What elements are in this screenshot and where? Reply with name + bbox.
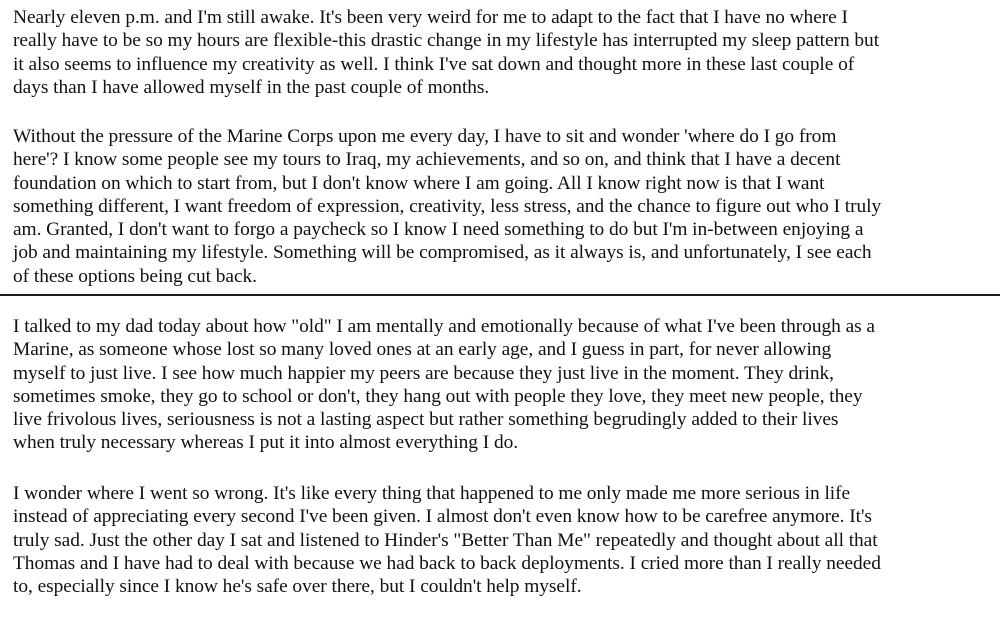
paragraph-4 [13,482,881,598]
text-line: I talked to my dad today about how "old" I am mentally and emotionally because of what I've been through as a [13,316,875,337]
page-break-divider [0,294,1000,296]
text-line: here'? I know some people see my tours to Iraq, my achievements, and so on, and think that I have a decent [13,149,841,171]
text-line: job and maintaining my lifestyle. Something will be compromised, as it always is, and unfortunately, I see each [13,242,872,264]
text-line: really have to be so my hours are flexible-this drastic change in my lifestyle has interrupted my sleep pattern but [13,30,880,52]
paragraph-1 [13,6,879,99]
text-line: foundation on which to start from, but I don't know where I am going. All I know right now is that I want [13,172,825,194]
text-line: Without the pressure of the Marine Corps upon me every day, I have to sit and wonder 'where do I go from [13,126,837,147]
text-line: something different, I want freedom of expression, creativity, less stress, and the chance to figure out who I truly [13,195,882,217]
paragraph-2 [13,125,881,288]
text-line: it also seems to influence my creativity as well. I think I've sat down and thought more in these last couple of [13,53,855,75]
text-line: I wonder where I went so wrong. It's like every thing that happened to me only made me more serious in life [13,483,851,504]
text-line: sometimes smoke, they go to school or don't, they hang out with people they love, they meet new people, they [13,385,863,407]
text-line: myself to just live. I see how much happier my peers are because they just live in the moment. They drink, [13,362,834,384]
text-line: am. Granted, I don't want to forgo a paycheck so I know I need something to do but I'm in-between enjoying a [13,219,864,241]
text-line: days than I have allowed myself in the past couple of months. [13,76,490,98]
text-line: when truly necessary whereas I put it into almost everything I do. [13,432,519,454]
text-line: of these options being cut back. [13,265,257,287]
text-line: truly sad. Just the other day I sat and listened to Hinder's "Better Than Me" repeatedly and thought about all that [13,529,878,551]
text-line: Nearly eleven p.m. and I'm still awake. It's been very weird for me to adapt to the fact that I have no where I [13,7,848,28]
text-line: instead of appreciating every second I've been given. I almost don't even know how to be carefree anymore. It's [13,506,872,528]
text-line: Thomas and I have had to deal with because we had back to back deployments. I cried more than I really needed [13,552,881,574]
text-line: to, especially since I know he's safe over there, but I couldn't help myself. [13,576,582,598]
text-line: live frivolous lives, seriousness is not a lasting aspect but rather something begrudingly added to their lives [13,409,839,431]
text-line: Marine, as someone whose lost so many loved ones at an early age, and I guess in part, for never allowing [13,339,832,361]
paragraph-3 [13,315,875,455]
